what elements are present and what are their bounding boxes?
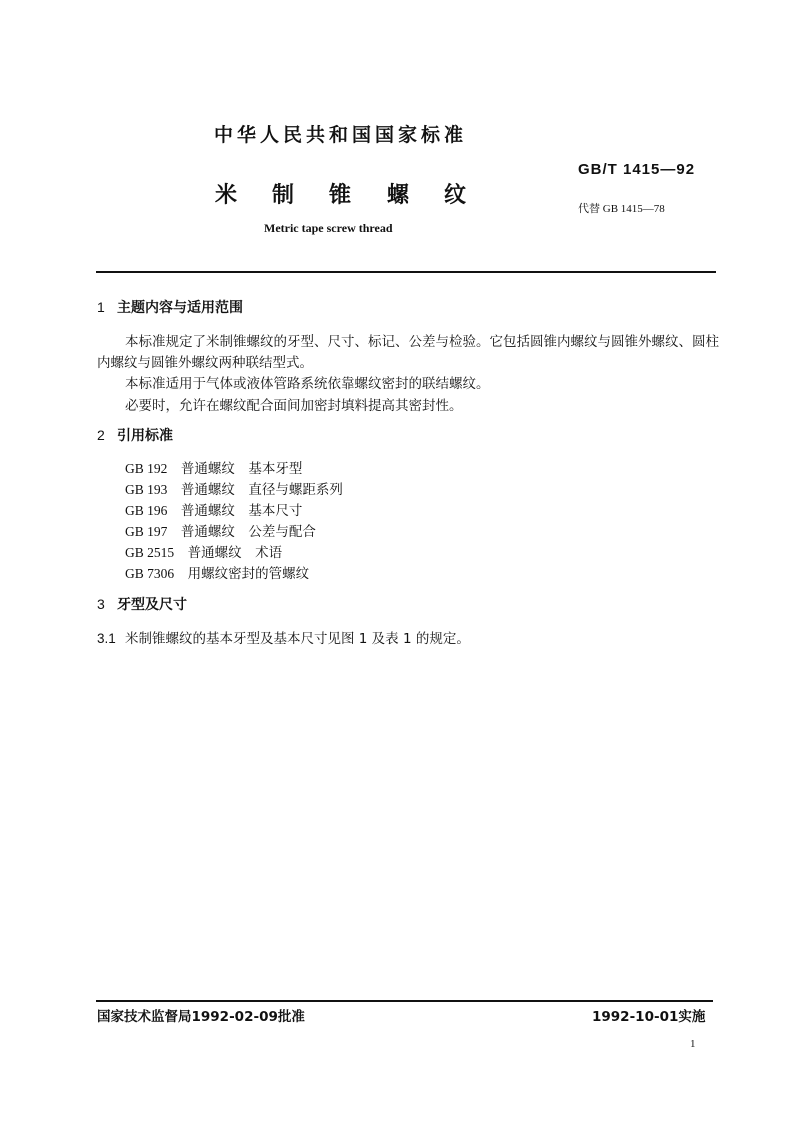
reference-title: 普通螺纹 基本牙型	[180, 461, 303, 477]
reference-title: 普通螺纹 直径与螺距系列	[180, 482, 343, 498]
approval-note: 国家技术监督局1992-02-09批准	[97, 1009, 305, 1025]
reference-code: GB 192	[125, 461, 168, 476]
reference-item	[125, 541, 282, 561]
section-title: 主题内容与适用范围	[117, 300, 243, 316]
section-1-heading	[97, 297, 243, 317]
section-number: 2	[97, 427, 105, 443]
reference-title: 普通螺纹 基本尺寸	[180, 503, 303, 519]
subsection-3-1	[97, 627, 470, 647]
reference-code: GB 197	[125, 524, 168, 539]
section-1-paragraph-1-line-1: 本标准规定了米制锥螺纹的牙型、尺寸、标记、公差与检验。它包括圆锥内螺纹与圆锥外螺纹、圆柱	[125, 334, 719, 350]
reference-title: 普通螺纹 公差与配合	[180, 524, 316, 540]
reference-item	[125, 499, 302, 519]
section-2-heading	[97, 425, 173, 445]
title-char-5: 纹	[444, 183, 467, 208]
section-1-paragraph-3: 必要时，允许在螺纹配合面间加密封填料提高其密封性。	[125, 398, 463, 414]
section-number: 3	[97, 596, 105, 612]
title-char-1: 米	[215, 183, 238, 208]
replaces-note: 代替 GB 1415—78	[578, 203, 665, 215]
section-1-paragraph-1-line-2: 内螺纹与圆锥外螺纹两种联结型式。	[97, 355, 313, 371]
section-1-paragraph-2: 本标准适用于气体或液体管路系统依靠螺纹密封的联结螺纹。	[125, 376, 490, 392]
page-number: 1	[690, 1038, 696, 1050]
title-char-4: 螺	[387, 183, 410, 208]
subsection-number: 3.1	[97, 631, 116, 646]
header-divider	[96, 271, 716, 273]
footer-divider	[96, 1000, 713, 1002]
title-char-3: 锥	[329, 183, 352, 208]
reference-code: GB 193	[125, 482, 168, 497]
section-3-heading	[97, 594, 187, 614]
implementation-note: 1992-10-01实施	[592, 1009, 706, 1025]
national-standard-heading: 中华人民共和国国家标准	[214, 124, 468, 146]
reference-code: GB 196	[125, 503, 168, 518]
reference-title: 普通螺纹 术语	[187, 545, 283, 561]
section-title: 牙型及尺寸	[117, 597, 187, 613]
reference-code: GB 2515	[125, 545, 175, 560]
title-char-2: 制	[272, 183, 295, 208]
english-title: Metric tape screw thread	[264, 221, 393, 235]
reference-item	[125, 520, 316, 540]
standard-number: GB/T 1415—92	[578, 161, 696, 178]
subsection-text: 米制锥螺纹的基本牙型及基本尺寸见图 1 及表 1 的规定。	[125, 631, 470, 647]
section-title: 引用标准	[117, 428, 173, 444]
reference-code: GB 7306	[125, 566, 175, 581]
reference-item	[125, 478, 343, 498]
reference-item	[125, 562, 309, 582]
reference-title: 用螺纹密封的管螺纹	[187, 566, 310, 582]
reference-item	[125, 457, 302, 477]
section-number: 1	[97, 299, 105, 315]
